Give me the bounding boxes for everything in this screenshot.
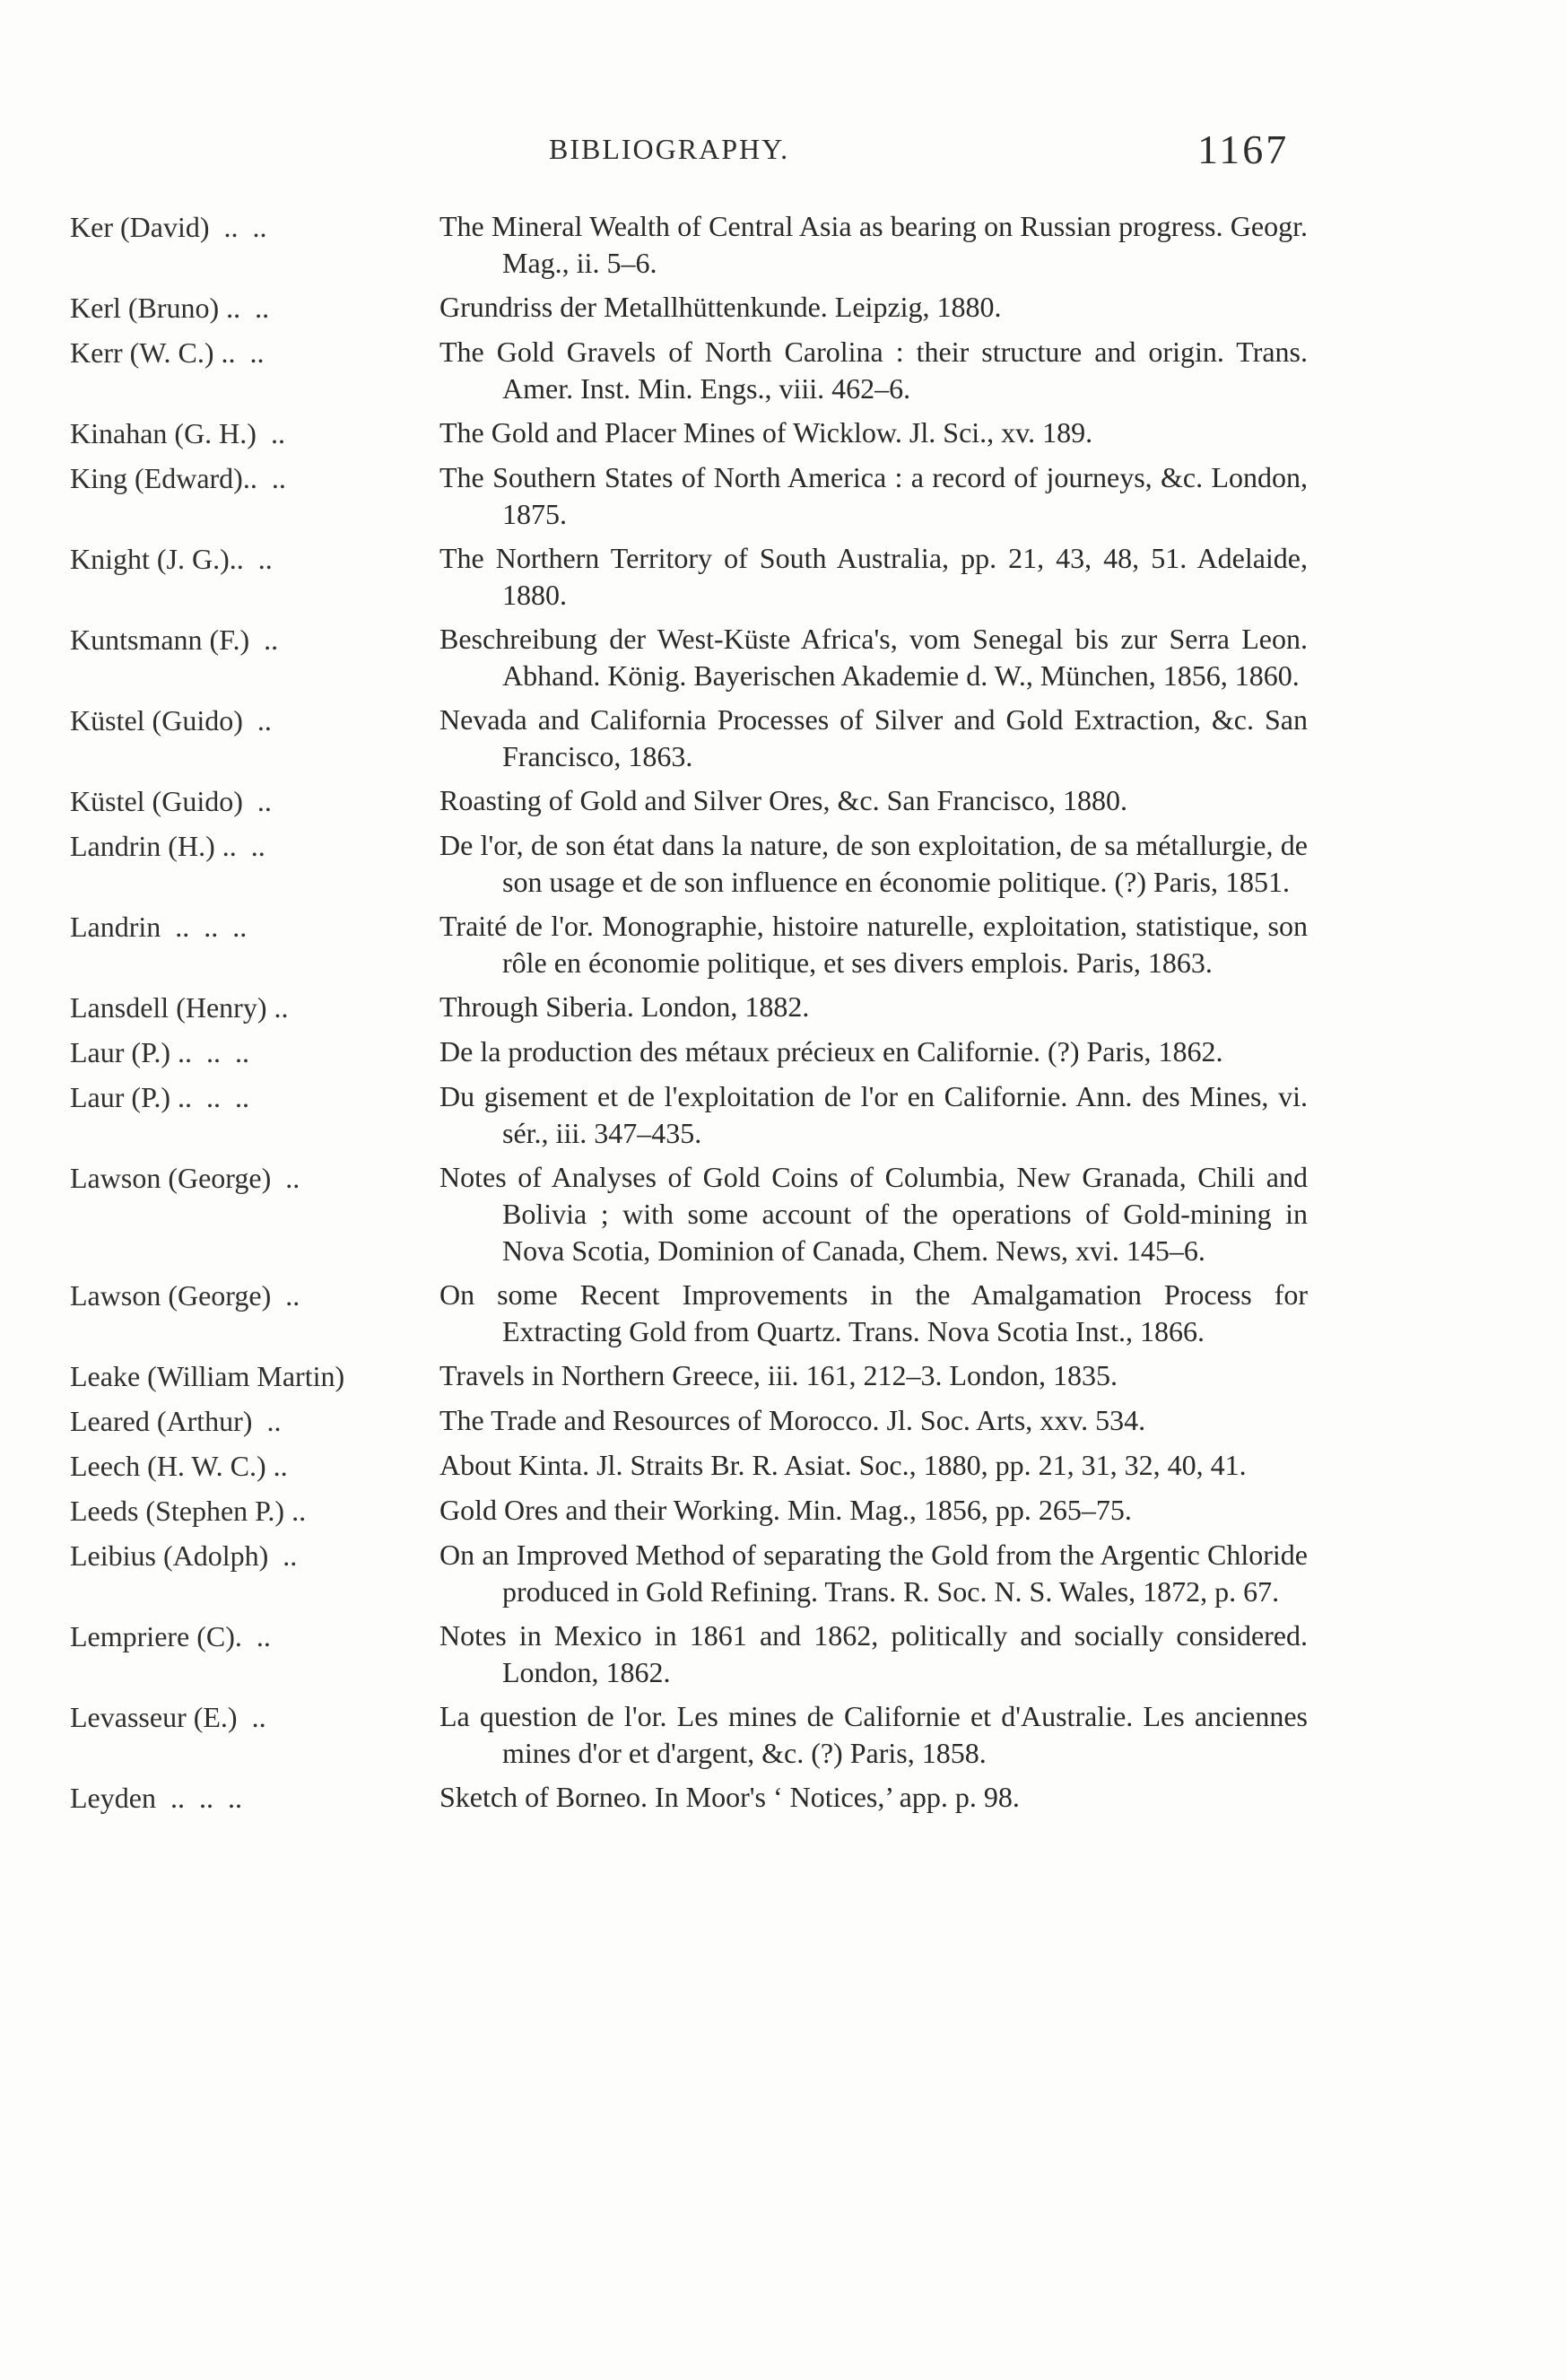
- entry-title: Traité de l'or. Monographie, histoire naturelle, exploitation, statistique, son rôle en économie politique, et ses divers emplois. Paris, 1863.: [439, 910, 1308, 979]
- bibliography-entry: [70, 1537, 1308, 1610]
- entry-author: Knight (J. G.).. ..: [70, 543, 273, 575]
- entry-author: Küstel (Guido) ..: [70, 704, 272, 737]
- entry-title: About Kinta. Jl. Straits Br. R. Asiat. Soc., 1880, pp. 21, 31, 32, 40, 41.: [439, 1449, 1247, 1481]
- entry-author: Leeds (Stephen P.) ..: [70, 1495, 307, 1527]
- entry-title: Beschreibung der West-Küste Africa's, vom Senegal bis zur Serra Leon. Abhand. König. Bayerischen Akademie d. W., München, 1856, 1860.: [439, 623, 1308, 692]
- entry-title: The Northern Territory of South Australia, pp. 21, 43, 48, 51. Adelaide, 1880.: [439, 542, 1308, 611]
- bibliography-list: [70, 208, 1308, 1824]
- bibliography-entry: [70, 621, 1308, 694]
- entry-title: The Trade and Resources of Morocco. Jl. Soc. Arts, xxv. 534.: [439, 1404, 1146, 1436]
- entry-title: On an Improved Method of separating the Gold from the Argentic Chloride produced in Gold Refining. Trans. R. Soc. N. S. Wales, 1872, p. 67.: [439, 1539, 1308, 1608]
- entry-title: The Mineral Wealth of Central Asia as bearing on Russian progress. Geogr. Mag., ii. 5–6.: [439, 210, 1308, 279]
- entry-title: De la production des métaux précieux en Californie. (?) Paris, 1862.: [439, 1035, 1223, 1068]
- bibliography-entry: [70, 1277, 1308, 1350]
- entry-title: Through Siberia. London, 1882.: [439, 990, 810, 1023]
- entry-author: King (Edward).. ..: [70, 462, 286, 494]
- entry-title: Roasting of Gold and Silver Ores, &c. San Francisco, 1880.: [439, 784, 1127, 816]
- bibliography-entry: [70, 289, 1308, 327]
- bibliography-entry: [70, 1159, 1308, 1269]
- entry-author: Kerr (W. C.) .. ..: [70, 336, 265, 369]
- bibliography-entry: [70, 1447, 1308, 1485]
- entry-title: Travels in Northern Greece, iii. 161, 212–3. London, 1835.: [439, 1359, 1118, 1391]
- entry-author: Laur (P.) .. .. ..: [70, 1036, 249, 1068]
- bibliography-entry: [70, 989, 1308, 1026]
- bibliography-entry: [70, 827, 1308, 901]
- bibliography-entry: [70, 1078, 1308, 1152]
- bibliography-entry: [70, 1402, 1308, 1440]
- entry-author: Lansdell (Henry) ..: [70, 991, 289, 1024]
- entry-author: Leibius (Adolph) ..: [70, 1539, 298, 1572]
- entry-title: On some Recent Improvements in the Amalgamation Process for Extracting Gold from Quartz. Trans. Nova Scotia Inst., 1866.: [439, 1278, 1308, 1347]
- bibliography-entry: [70, 1033, 1308, 1071]
- entry-title: Nevada and California Processes of Silver and Gold Extraction, &c. San Francisco, 1863.: [439, 703, 1308, 772]
- bibliography-entry: [70, 459, 1308, 533]
- entry-author: Leyden .. .. ..: [70, 1782, 242, 1814]
- bibliography-entry: [70, 1617, 1308, 1691]
- entry-title: The Gold and Placer Mines of Wicklow. Jl. Sci., xv. 189.: [439, 416, 1093, 449]
- entry-title: La question de l'or. Les mines de Californie et d'Australie. Les anciennes mines d'or et d'argent, &c. (?) Paris, 1858.: [439, 1700, 1308, 1769]
- entry-author: Laur (P.) .. .. ..: [70, 1081, 249, 1113]
- entry-author: Ker (David) .. ..: [70, 211, 267, 243]
- bibliography-entry: [70, 908, 1308, 981]
- bibliography-entry: [70, 1779, 1308, 1817]
- entry-author: Kerl (Bruno) .. ..: [70, 292, 270, 324]
- bibliography-entry: [70, 414, 1308, 452]
- bibliography-entry: [70, 702, 1308, 775]
- running-head: [0, 126, 1566, 179]
- entry-title: Du gisement et de l'exploitation de l'or en Californie. Ann. des Mines, vi. sér., iii. 347–435.: [439, 1080, 1308, 1149]
- bibliography-entry: [70, 1492, 1308, 1530]
- bibliography-entry: [70, 782, 1308, 820]
- entry-author: Küstel (Guido) ..: [70, 785, 272, 817]
- entry-author: Landrin (H.) .. ..: [70, 830, 265, 862]
- entry-author: Lempriere (C). ..: [70, 1620, 271, 1652]
- entry-author: Landrin .. .. ..: [70, 911, 248, 943]
- entry-author: Leech (H. W. C.) ..: [70, 1450, 288, 1482]
- entry-author: Leared (Arthur) ..: [70, 1405, 282, 1437]
- entry-title: Notes in Mexico in 1861 and 1862, politically and socially considered. London, 1862.: [439, 1619, 1308, 1688]
- entry-author: Lawson (George) ..: [70, 1162, 300, 1194]
- entry-title: Sketch of Borneo. In Moor's ‘ Notices,’ app. p. 98.: [439, 1781, 1020, 1813]
- running-title: BIBLIOGRAPHY.: [549, 133, 790, 165]
- entry-title: The Gold Gravels of North Carolina : their structure and origin. Trans. Amer. Inst. Min. Engs., viii. 462–6.: [439, 336, 1308, 405]
- bibliography-entry: [70, 1357, 1308, 1395]
- entry-author: Lawson (George) ..: [70, 1279, 300, 1312]
- bibliography-entry: [70, 540, 1308, 614]
- entry-title: Grundriss der Metallhüttenkunde. Leipzig, 1880.: [439, 291, 1002, 323]
- entry-author: Levasseur (E.) ..: [70, 1701, 266, 1733]
- entry-author: Kuntsmann (F.) ..: [70, 623, 279, 656]
- entry-author: Kinahan (G. H.) ..: [70, 417, 285, 449]
- bibliography-entry: [70, 334, 1308, 407]
- entry-title: The Southern States of North America : a record of journeys, &c. London, 1875.: [439, 461, 1308, 530]
- entry-title: Notes of Analyses of Gold Coins of Columbia, New Granada, Chili and Bolivia ; with some account of the operations of Gold-mining in Nova Scotia, Dominion of Canada, Chem. News, xvi. 145–6.: [439, 1161, 1308, 1267]
- entry-author: Leake (William Martin): [70, 1360, 345, 1392]
- bibliography-entry: [70, 1698, 1308, 1772]
- entry-title: Gold Ores and their Working. Min. Mag., 1856, pp. 265–75.: [439, 1494, 1132, 1526]
- page-number: 1167: [1197, 126, 1290, 172]
- entry-title: De l'or, de son état dans la nature, de son exploitation, de sa métallurgie, de son usage et de son influence en économie politique. (?) Paris, 1851.: [439, 829, 1308, 898]
- bibliography-entry: [70, 208, 1308, 282]
